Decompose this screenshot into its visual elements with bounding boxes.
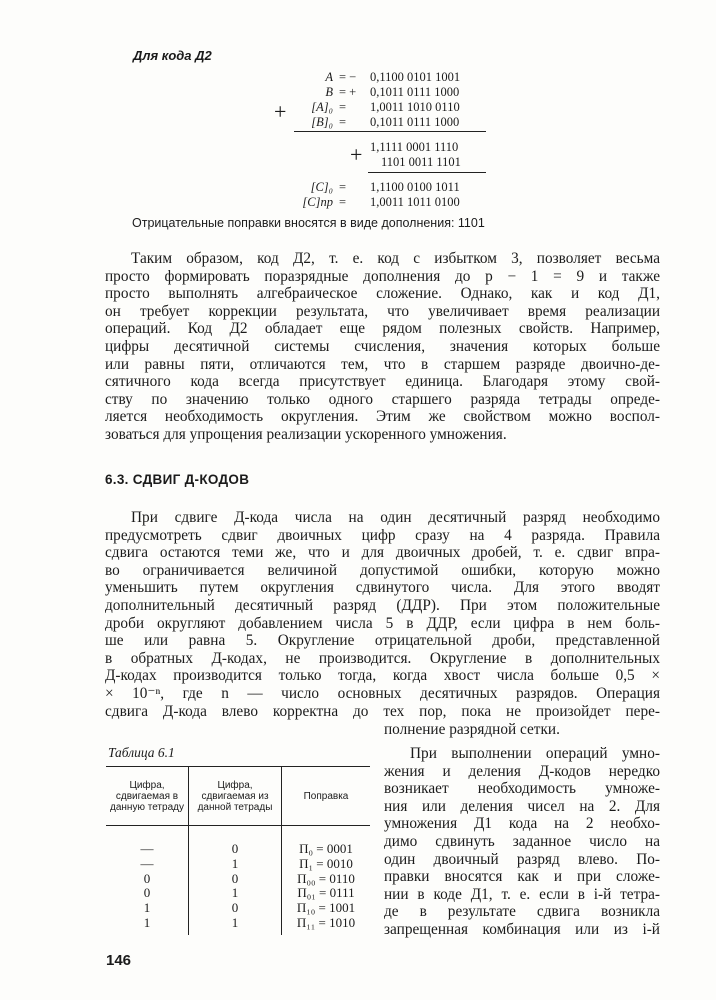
calc-row-b — [260, 85, 500, 99]
text-line: просто выполнять алгебраическое сложение. Однако, как и код Д1, — [105, 285, 660, 303]
text-line: де в результате сдвига возникла — [384, 903, 660, 921]
table-cell: 1 — [189, 886, 282, 901]
table-row — [106, 886, 370, 901]
calc-value: 1101 0011 1101 — [381, 155, 461, 169]
paragraph-shift — [105, 509, 660, 720]
calc-label: [B]₀ — [311, 115, 333, 129]
text-line: возникает необходимость умноже- — [384, 780, 660, 798]
text-line: цифры десятичной системы счисления, значения которых больше — [105, 337, 660, 355]
table-cell: — — [140, 841, 154, 856]
table-cell: 0 — [143, 885, 151, 901]
correction-table — [106, 766, 370, 935]
calc-op: = + — [339, 85, 357, 99]
table-cell: 0 — [143, 870, 151, 886]
table-header: Цифра, сдвигаемая из данной тетрады — [189, 767, 282, 826]
calc-op: = — [339, 100, 347, 114]
calc-row-cpr — [260, 195, 500, 209]
table-cell: 1 — [189, 916, 282, 935]
section-title: 6.3. СДВИГ Д-КОДОВ — [105, 472, 250, 487]
calc-row-c0 — [260, 180, 500, 194]
text-line: нии в коде Д1, т. е. если в i-й тетра- — [384, 885, 660, 903]
text-line: один двоичный разряд влево. По- — [384, 850, 660, 868]
calc-value: 1,1100 0100 1011 — [370, 180, 460, 194]
text-line: сятичного кода всегда присутствует единица. Благодаря этому свой- — [105, 373, 660, 391]
calc-row-b0 — [260, 115, 500, 129]
text-line: ству по значению только одного старшего разряда тетрады опреде- — [105, 390, 660, 408]
text-line: × 10⁻ⁿ, где n — число основных десятичных разрядов. Операция — [105, 684, 660, 702]
text-line: операций. Код Д2 обладает еще рядом полезных свойств. Например, — [105, 320, 660, 338]
table-cell: 1 — [143, 914, 151, 930]
text-line: Таким образом, код Д2, т. е. код с избытком 3, позволяет весьма — [131, 250, 660, 267]
table-cell: П₀ = 0001 — [282, 826, 371, 857]
text-line: При сдвиге Д-кода числа на один десятичный разряд необходимо — [131, 509, 660, 526]
calc-op: = — [339, 180, 347, 194]
calc-sum-row-2 — [260, 155, 500, 169]
page-number: 146 — [106, 952, 132, 969]
calc-op: = − — [339, 70, 357, 84]
table-cell: — — [140, 855, 154, 871]
calc-value: 0,1011 0111 1000 — [370, 115, 460, 129]
calc-row-a — [260, 70, 500, 84]
calc-value: 0,1100 0101 1001 — [370, 70, 461, 84]
calc-label: B — [325, 85, 333, 99]
table-cell: П₁₁ = 1010 — [282, 916, 371, 935]
text-line: ше или равна 5. Округление отрицательной дроби, представленной — [105, 632, 660, 650]
text-line: или равны пяти, отличаются тем, что в старшем разряде двоично-де- — [105, 355, 660, 373]
calc-value: 1,1111 0001 1110 — [370, 140, 459, 154]
calc-label: [C]пр — [302, 195, 333, 209]
calc-label: A — [325, 70, 333, 84]
table-cell: 1 — [143, 900, 151, 916]
text-line: При выполнении операций умно- — [410, 745, 660, 762]
correction-note: Отрицательные поправки вносятся в виде дополнения: 1101 — [132, 216, 485, 230]
text-line: ния или деления чисел на 2. Для — [384, 797, 660, 815]
text-line: правки вносятся как и при сложе- — [384, 868, 660, 886]
calc-sum-row-1 — [260, 140, 500, 154]
text-line: просто формировать поразрядные дополнения до p − 1 = 9 и также — [105, 267, 660, 285]
text-line: он требует коррекции результата, что увеличивает время реализации — [105, 302, 660, 320]
text-line: димо сдвинуть заданное число на — [384, 832, 660, 850]
text-line: предусмотреть сдвиг двоичных цифр сразу на 4 разряда. Правила — [105, 526, 660, 544]
text-line: зоваться для упрощения реализации ускоренного умножения. — [105, 425, 507, 443]
text-line: уменьшить путем округления сдвинутого числа. Для этого вводят — [105, 579, 660, 597]
text-line: дроби округляют добавлением числа 5 в ДДР, если цифра в нем боль- — [105, 614, 660, 632]
table-cell: 0 — [189, 872, 282, 887]
text-line: во ограничивается величиной допустимой ошибки, которую можно — [105, 561, 660, 579]
table-header: Цифра, сдвигаемая в данную тетраду — [106, 767, 189, 826]
text-line: Д-кодах производится только тогда, когда хвост числа больше 0,5 × — [105, 667, 660, 685]
calc-value: 0,1011 0111 1000 — [370, 85, 460, 99]
table-row — [106, 901, 370, 916]
table-cell: 0 — [189, 826, 282, 857]
sum-divider — [368, 172, 486, 173]
table-row — [106, 916, 370, 935]
text-line: сдвига остаются теми же, что и для двоичных дробей, т. е. сдвиг впра- — [105, 544, 660, 562]
text-line: дополнительный десятичный разряд (ДДР). При этом положительные — [105, 596, 660, 614]
paragraph-code-d2 — [105, 250, 660, 444]
table-row — [106, 826, 370, 857]
table-cell: П₀₁ = 0111 — [282, 886, 371, 901]
text-line: запрещенная комбинация или из i-й — [384, 920, 660, 938]
paragraph-multiplication — [384, 745, 660, 939]
table-cell: 1 — [189, 857, 282, 872]
table-row — [106, 872, 370, 887]
text-line: в обратных Д-кодах, не производится. Округление в дополнительных — [105, 649, 660, 667]
table-cell: П₁₀ = 1001 — [282, 901, 371, 916]
calc-op: = — [339, 195, 347, 209]
code-heading: Для кода Д2 — [133, 48, 212, 63]
text-line: умножения Д1 кода на 2 необхо- — [384, 815, 660, 833]
calc-op: = — [339, 115, 347, 129]
text-line: ляется необходимость округления. Этим же свойством можно воспол- — [105, 408, 660, 426]
table-row — [106, 857, 370, 872]
table-caption: Таблица 6.1 — [108, 745, 175, 760]
table-cell: 0 — [189, 901, 282, 916]
calc-value: 1,0011 1011 0100 — [370, 195, 460, 209]
paragraph-shift-tail: полнение разрядной сетки. — [384, 721, 560, 738]
table-header: Поправка — [282, 767, 371, 826]
text-line: жения и деления Д-кодов нередко — [384, 762, 660, 780]
table-cell: П₀₀ = 0110 — [282, 872, 371, 887]
calc-label: [A]₀ — [311, 100, 333, 114]
sum-divider — [294, 131, 486, 132]
calc-row-a0 — [260, 100, 500, 114]
plus-sign: + — [350, 142, 363, 167]
calc-value: 1,0011 1010 0110 — [370, 100, 460, 114]
table-cell: П₁ = 0010 — [282, 857, 371, 872]
plus-sign: + — [274, 99, 287, 124]
text-line: сдвига Д-кода влево корректна до тех пор, пока не произойдет пере- — [105, 702, 660, 720]
calc-label: [C]₀ — [310, 180, 333, 194]
